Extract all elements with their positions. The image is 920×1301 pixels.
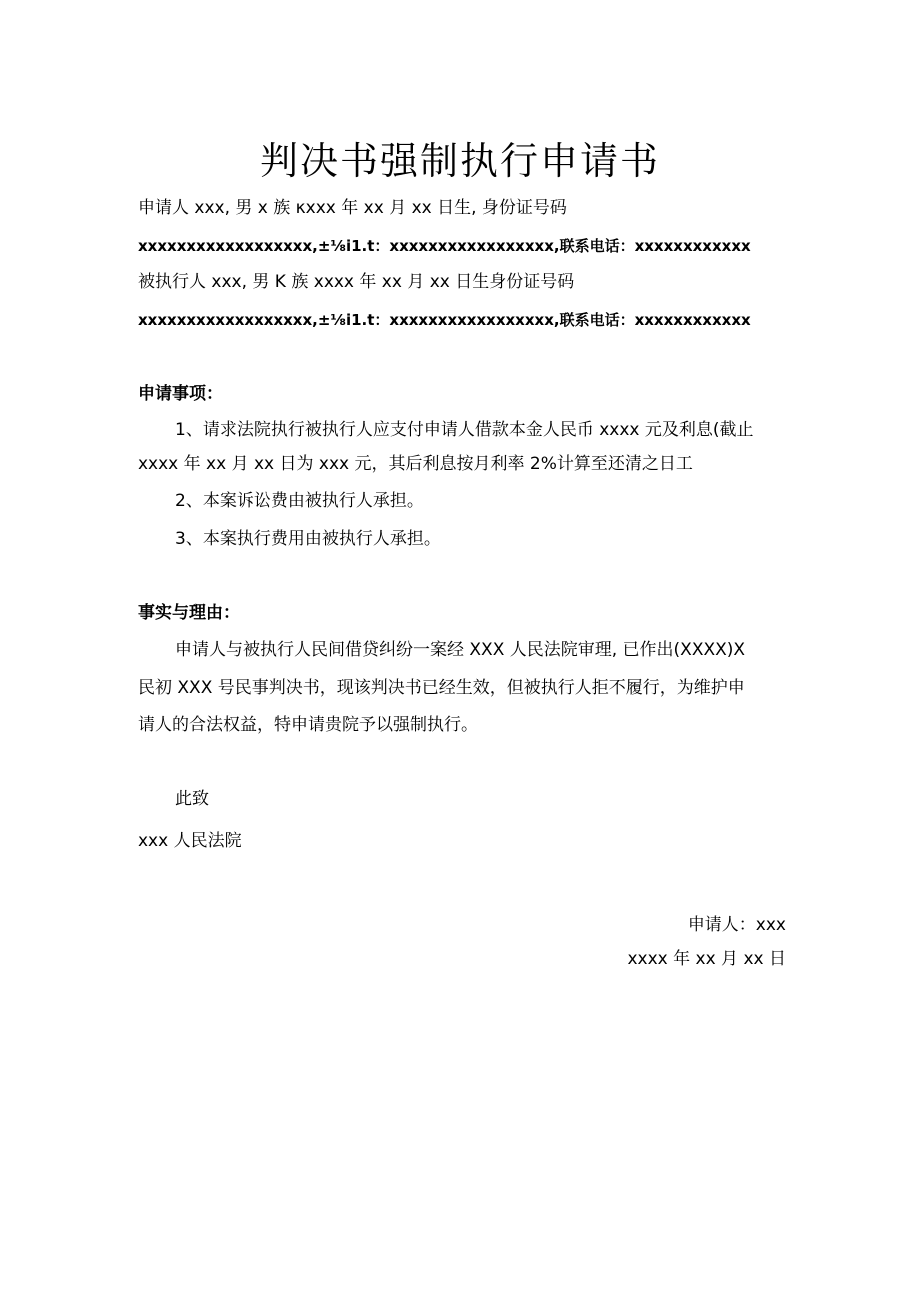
claim-item-2: 2、本案诉讼费由被执行人承担。 <box>175 491 424 511</box>
facts-heading: 事实与理由： <box>138 603 240 623</box>
claim-item-3: 3、本案执行费用由被执行人承担。 <box>175 529 441 549</box>
signature-applicant: 申请人：xxx <box>687 915 786 935</box>
applicant-line-1: 申请人 xxx, 男 x 族 κxxx 年 xx 月 xx 日生, 身份证号码 <box>138 198 567 218</box>
document-title: 判决书强制执行申请书 <box>259 139 660 183</box>
signature-date: xxxx 年 xx 月 xx 日 <box>627 949 786 969</box>
respondent-line-2: xxxxxxxxxxxxxxxxxx,±⅛i1.t：xxxxxxxxxxxxxxxxx,联系电话：xxxxxxxxxxxx <box>138 311 751 329</box>
respondent-line-1: 被执行人 xxx, 男 K 族 xxxx 年 xx 月 xx 日生身份证号码 <box>138 272 575 292</box>
closing-court: xxx 人民法院 <box>138 831 242 851</box>
claim-item-1-line-2: xxxx 年 xx 月 xx 日为 xxx 元，其后利息按月利率 2%计算至还清之日工 <box>138 454 693 474</box>
applicant-line-2: xxxxxxxxxxxxxxxxxx,±⅛i1.t：xxxxxxxxxxxxxxxxx,联系电话：xxxxxxxxxxxx <box>138 237 751 255</box>
claim-item-1-line-1: 1、请求法院执行被执行人应支付申请人借款本金人民币 xxxx 元及利息(截止 <box>175 420 754 440</box>
facts-paragraph-line-1: 申请人与被执行人民间借贷纠纷一案经 XXX 人民法院审理, 已作出(XXXX)X <box>175 640 746 660</box>
facts-paragraph-line-3: 请人的合法权益，特申请贵院予以强制执行。 <box>138 715 478 735</box>
facts-paragraph-line-2: 民初 XXX 号民事判决书，现该判决书已经生效，但被执行人拒不履行，为维护申 <box>138 678 745 698</box>
closing-salutation: 此致 <box>175 789 209 809</box>
claims-heading: 申请事项： <box>138 384 223 404</box>
